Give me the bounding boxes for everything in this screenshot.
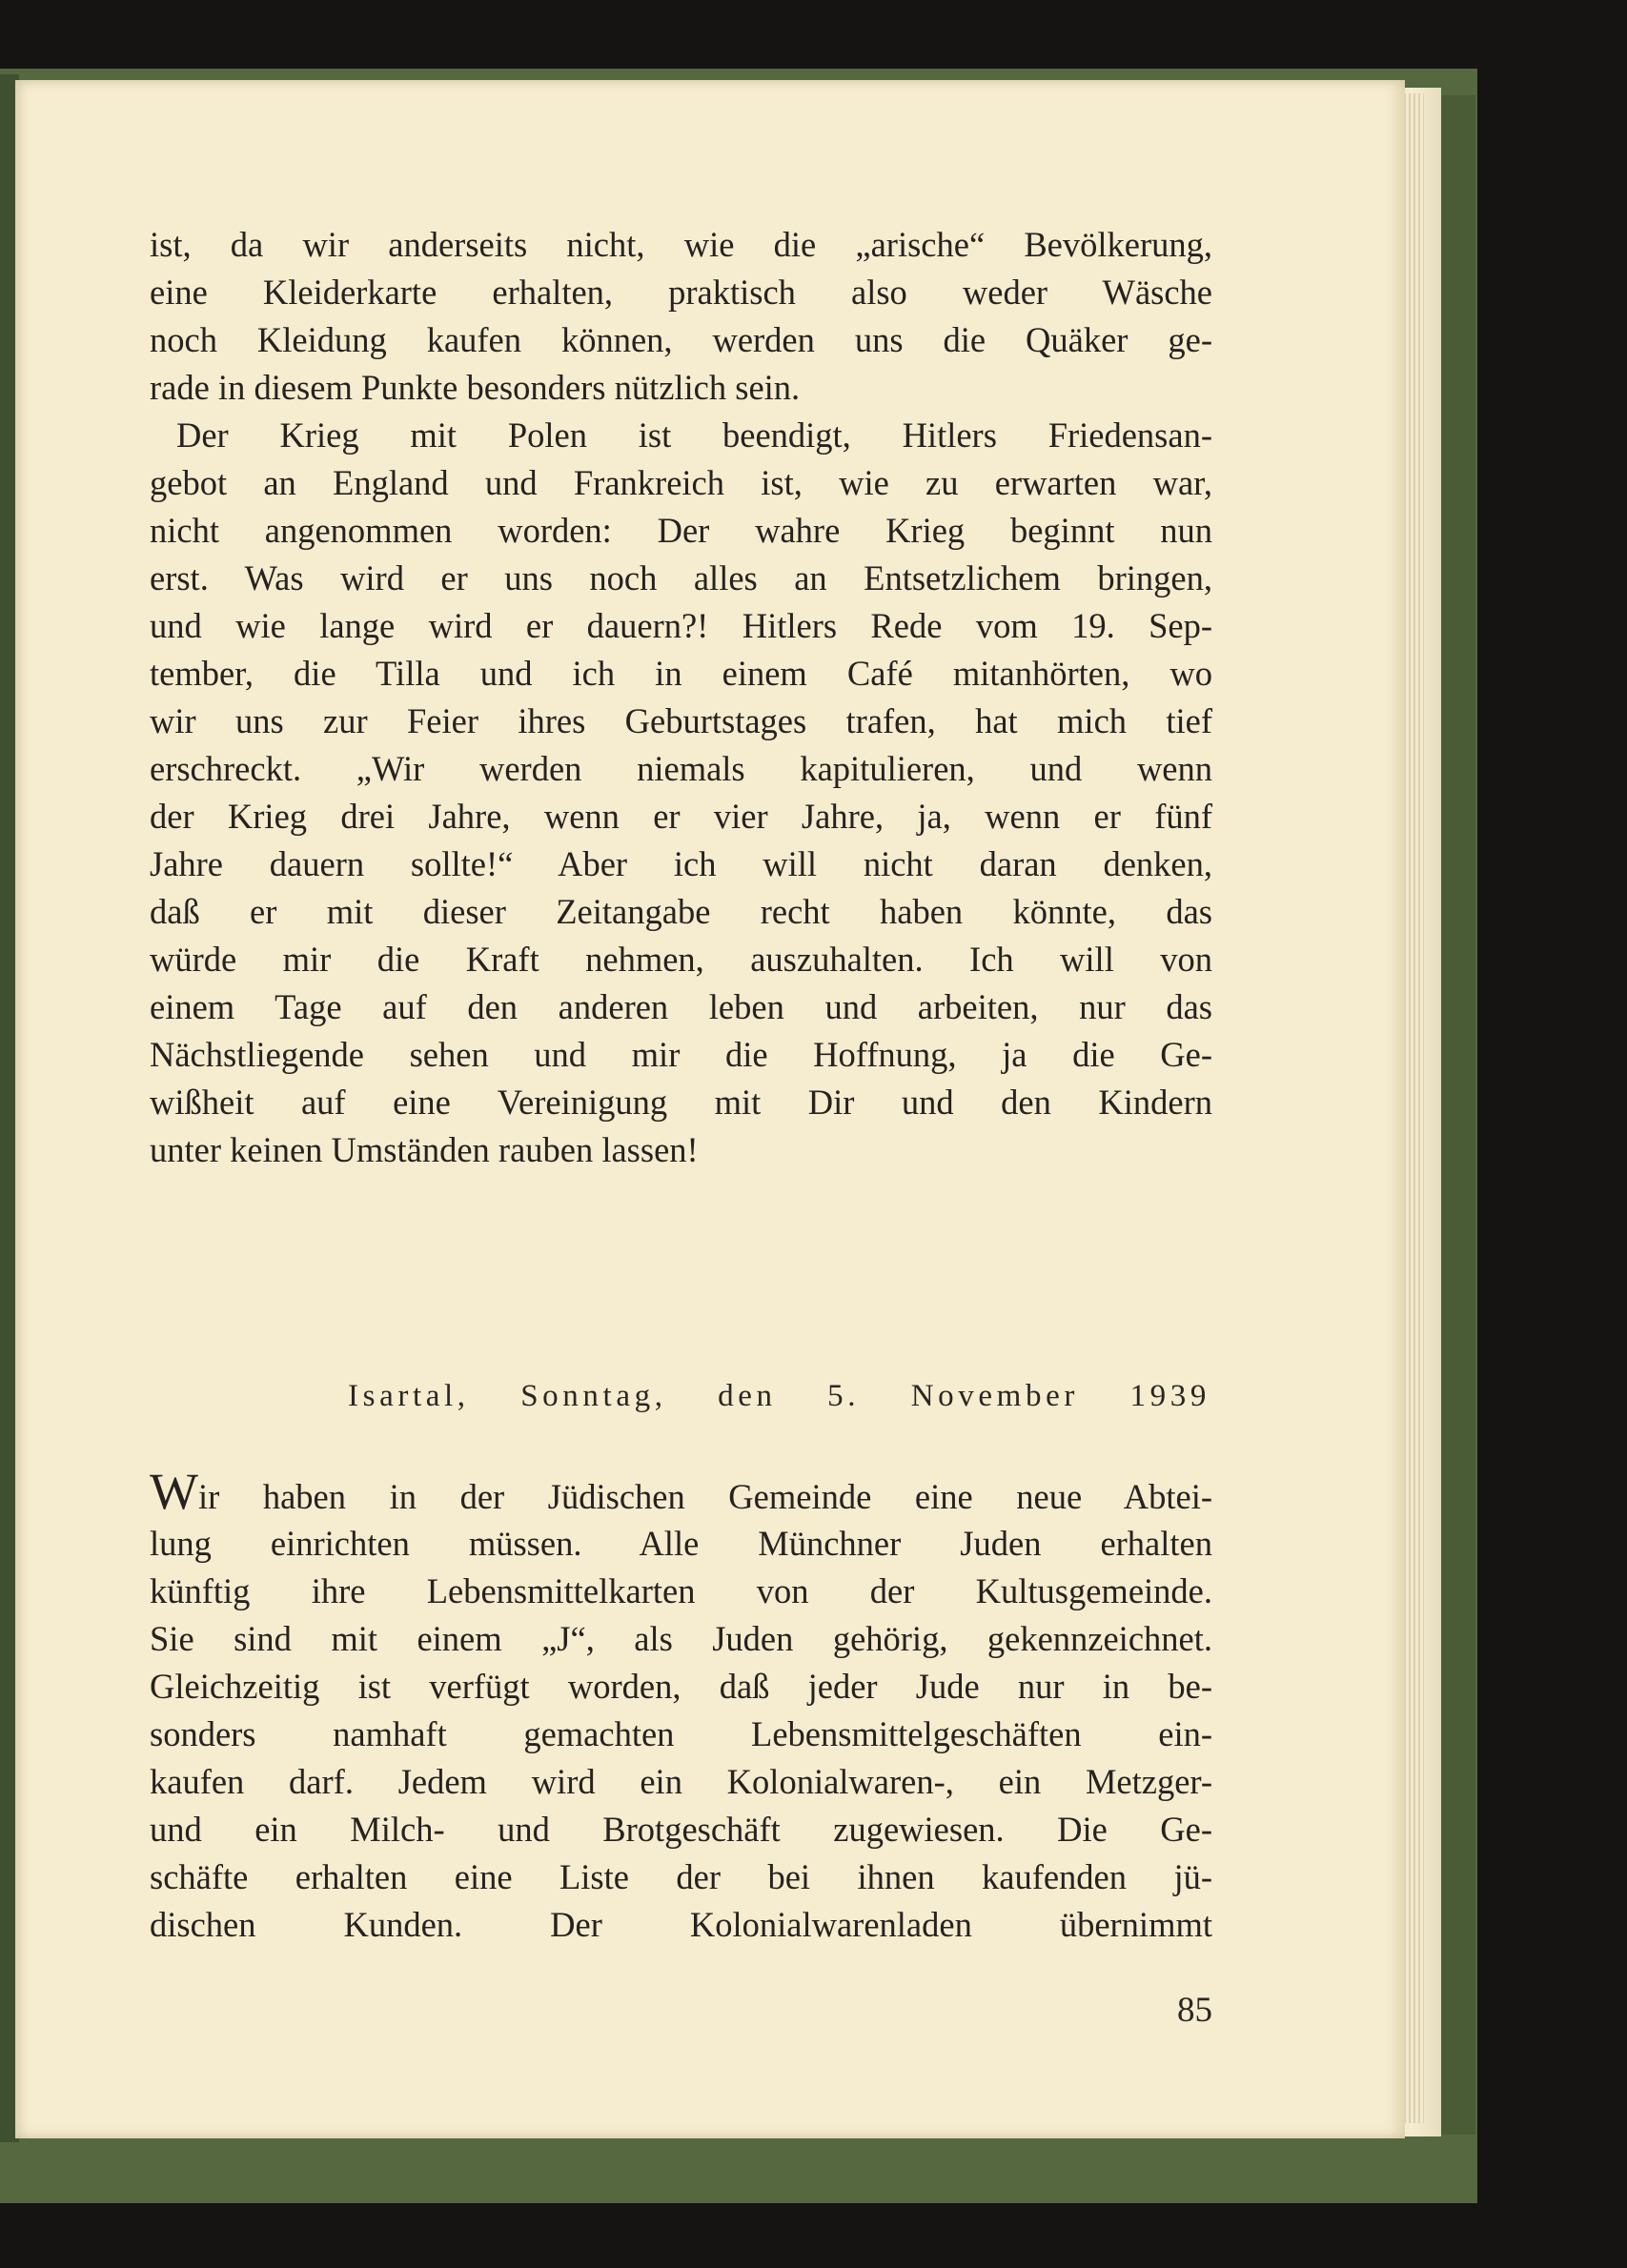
text-line: Der Krieg mit Polen ist beendigt, Hitlers Friedensan- (176, 415, 1212, 455)
drop-cap: W (150, 1463, 198, 1520)
text-line: wir uns zur Feier ihres Geburtstages trafen, hat mich tief (150, 701, 1212, 740)
text-line: Sie sind mit einem „J“, als Juden gehörig, gekennzeichnet. (150, 1619, 1212, 1658)
text-line: tember, die Tilla und ich in einem Café mitanhörten, wo (150, 654, 1212, 693)
text-line: dischen Kunden. Der Kolonialwarenladen übernimmt (150, 1905, 1212, 1944)
diary-entry-heading: Isartal, Sonntag, den 5. November 1939 (348, 1379, 1210, 1413)
text-line: der Krieg drei Jahre, wenn er vier Jahre, ja, wenn er fünf (150, 797, 1212, 836)
text-line: erst. Was wird er uns noch alles an Entsetzlichem bringen, (150, 558, 1212, 597)
text-line: lung einrichten müssen. Alle Münchner Juden erhalten (150, 1524, 1212, 1563)
text-line: nicht angenommen worden: Der wahre Krieg beginnt nun (150, 511, 1212, 550)
text-line: Nächstliegende sehen und mir die Hoffnung, ja die Ge- (150, 1035, 1212, 1074)
text-line: kaufen darf. Jedem wird ein Kolonialwaren-, ein Metzger- (150, 1762, 1212, 1801)
text-line: sonders namhaft gemachten Lebensmittelgeschäften ein- (150, 1714, 1212, 1753)
text-line: noch Kleidung kaufen können, werden uns die Quäker ge- (150, 320, 1212, 359)
text-line: erschreckt. „Wir werden niemals kapitulieren, und wenn (150, 749, 1212, 788)
text-line: daß er mit dieser Zeitangabe recht haben könnte, das (150, 892, 1212, 931)
first-line-text: ir haben in der Jüdischen Gemeinde eine neue Abtei- (197, 1477, 1212, 1516)
text-line: gebot an England und Frankreich ist, wie zu erwarten war, (150, 463, 1212, 502)
text-line: würde mir die Kraft nehmen, auszuhalten. Ich will von (150, 940, 1212, 979)
text-line: einem Tage auf den anderen leben und arbeiten, nur das (150, 987, 1212, 1026)
text-line: schäfte erhalten eine Liste der bei ihnen kaufenden jü- (150, 1857, 1212, 1896)
paragraph-block-2 (150, 1463, 1212, 1949)
text-line: wißheit auf eine Vereinigung mit Dir und den Kindern (150, 1083, 1212, 1122)
page-number: 85 (1177, 1991, 1212, 2030)
text-line: eine Kleiderkarte erhalten, praktisch also weder Wäsche (150, 273, 1212, 312)
paragraph-block-1 (150, 221, 1212, 1174)
text-line: Jahre dauern sollte!“ Aber ich will nicht daran denken, (150, 844, 1212, 883)
text-line: und ein Milch- und Brotgeschäft zugewiesen. Die Ge- (150, 1810, 1212, 1849)
text-line: künftig ihre Lebensmittelkarten von der Kultusgemeinde. (150, 1571, 1212, 1610)
text-line: ist, da wir anderseits nicht, wie die „arische“ Bevölkerung, (150, 225, 1212, 264)
text-line: Gleichzeitig ist verfügt worden, daß jeder Jude nur in be- (150, 1667, 1212, 1706)
text-line: rade in diesem Punkte besonders nützlich sein. (150, 368, 801, 407)
text-line: unter keinen Umständen rauben lassen! (150, 1130, 699, 1169)
text-line (150, 1463, 1212, 1520)
text-line: und wie lange wird er dauern?! Hitlers Rede vom 19. Sep- (150, 606, 1212, 645)
